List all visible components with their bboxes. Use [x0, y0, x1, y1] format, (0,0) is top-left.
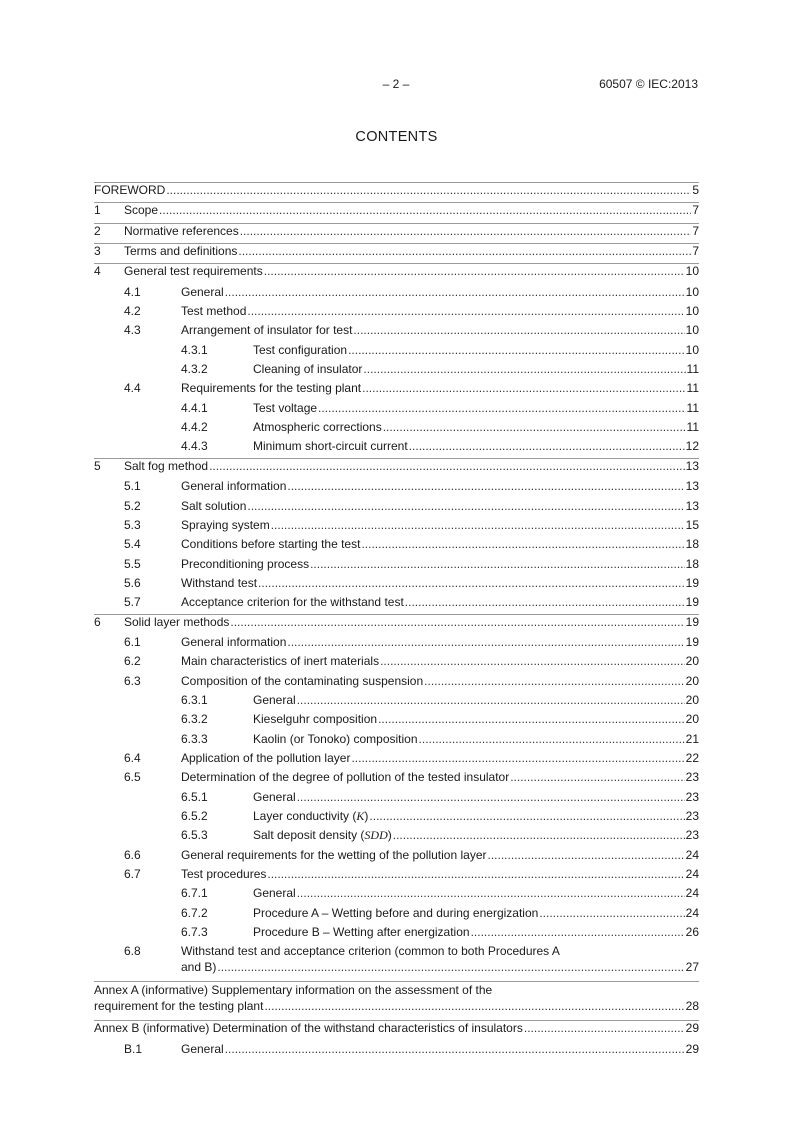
toc-entry-title: General: [253, 692, 296, 707]
toc-entry-title: Minimum short-circuit current: [253, 439, 408, 454]
dot-leader: [217, 960, 684, 975]
dot-leader: [380, 654, 685, 669]
toc-entry[interactable]: [94, 789, 699, 808]
toc-entry-number: 4.4.2: [181, 420, 208, 435]
toc-entry[interactable]: [94, 182, 699, 202]
toc-entry[interactable]: [94, 303, 699, 322]
toc-entry-number: 6.8: [124, 944, 141, 959]
toc-entry-title: Test voltage: [253, 400, 318, 415]
dot-leader: [409, 439, 685, 454]
toc-entry-number: 6.7.3: [181, 925, 208, 940]
toc-entry[interactable]: [94, 692, 699, 711]
toc-entry[interactable]: [94, 808, 699, 827]
toc-entry[interactable]: [94, 458, 699, 478]
toc-entry-title: Arrangement of insulator for test: [181, 323, 353, 338]
toc-entry-page: 15: [685, 517, 699, 532]
toc-entry-page: 10: [685, 264, 699, 279]
dot-leader: [471, 925, 685, 940]
toc-entry-title: Spraying system: [181, 517, 270, 532]
toc-entry-page: 11: [686, 400, 699, 415]
dot-leader: [348, 343, 685, 358]
toc-entry[interactable]: [94, 556, 699, 575]
toc-entry-page: 19: [685, 575, 699, 590]
toc-entry-number: 4.3.2: [181, 362, 208, 377]
dot-leader: [419, 732, 685, 747]
toc-entry[interactable]: [94, 223, 699, 243]
toc-entry-number: 4.2: [124, 304, 141, 319]
toc-entry-page: 20: [685, 654, 699, 669]
dot-leader: [166, 183, 691, 198]
toc-entry-title: FOREWORD: [94, 183, 166, 197]
toc-entry-number: 4.1: [124, 284, 141, 299]
page-header: [94, 77, 698, 93]
toc-entry-title: Procedure B – Wetting after energization: [253, 925, 470, 940]
dot-leader: [378, 712, 685, 727]
dot-leader: [510, 770, 684, 785]
dot-leader: [264, 264, 685, 279]
toc-entry-number: 6.5: [124, 770, 141, 785]
toc-entry-page: 23: [685, 789, 699, 804]
dot-leader: [247, 304, 684, 319]
toc-entry-title: Scope: [124, 203, 159, 218]
toc-entry-number: 4: [94, 264, 101, 279]
toc-entry-title: Main characteristics of inert materials: [181, 654, 380, 669]
toc-entry[interactable]: [94, 866, 699, 885]
toc-entry[interactable]: [94, 202, 699, 222]
toc-entry-number: 6.6: [124, 847, 141, 862]
toc-entry-page: 22: [685, 750, 699, 765]
dot-leader: [318, 401, 685, 416]
dot-leader: [488, 848, 685, 863]
toc-entry[interactable]: [94, 438, 699, 457]
toc-entry[interactable]: [94, 1020, 699, 1040]
toc-entry-title: Test procedures: [181, 867, 267, 882]
toc-entry-title: General: [253, 789, 296, 804]
toc-entry-number: 4.4: [124, 381, 141, 396]
toc-entry-title: Normative references: [124, 223, 239, 238]
toc-entry-page: 26: [685, 925, 699, 940]
toc-entry[interactable]: [94, 517, 699, 536]
dot-leader: [361, 537, 684, 552]
toc-entry-page: 10: [685, 342, 699, 357]
toc-entry[interactable]: [94, 322, 699, 341]
toc-entry-title: Salt fog method: [124, 458, 209, 473]
toc-entry-number: 6.1: [124, 634, 141, 649]
toc-entry-page: 19: [685, 595, 699, 610]
toc-entry-symbol: K: [356, 809, 365, 823]
dot-leader: [310, 557, 685, 572]
dot-leader: [287, 635, 684, 650]
toc-entry[interactable]: [94, 243, 699, 263]
toc-entry-page: 11: [686, 362, 699, 377]
toc-entry-page: 13: [685, 498, 699, 513]
toc-entry[interactable]: [94, 536, 699, 555]
dot-leader: [287, 479, 684, 494]
toc-entry-page: 24: [685, 847, 699, 862]
toc-entry-page: 28: [685, 999, 699, 1014]
dot-leader: [524, 1021, 685, 1036]
toc-entry-page: 23: [685, 828, 699, 843]
dot-leader: [230, 615, 684, 630]
toc-entry-page: 18: [685, 556, 699, 571]
toc-entry-title: Test configuration: [253, 342, 348, 357]
toc-entry-title: General: [253, 886, 296, 901]
document-id: 60507 © IEC:2013: [599, 77, 698, 91]
toc-entry-number: 6: [94, 614, 101, 629]
dot-leader: [405, 595, 685, 610]
toc-entry-title: Application of the pollution layer: [181, 750, 351, 765]
toc-entry-number: 1: [94, 203, 101, 218]
toc-entry-page: 5: [692, 183, 699, 197]
toc-entry-title: Acceptance criterion for the withstand test: [181, 595, 404, 610]
dot-leader: [271, 518, 685, 533]
toc-entry-number: 6.5.1: [181, 789, 208, 804]
toc-entry-title-continued: requirement for the testing plant: [94, 999, 264, 1014]
toc-entry-page: 11: [686, 420, 699, 435]
toc-entry-number: 4.3.1: [181, 342, 208, 357]
dot-leader: [267, 867, 684, 882]
toc-entry[interactable]: [94, 653, 699, 672]
toc-entry-title: Procedure A – Wetting before and during energization: [253, 905, 539, 920]
toc-entry[interactable]: [94, 575, 699, 594]
toc-entry-number: 4.3: [124, 323, 141, 338]
toc-entry[interactable]: [94, 614, 699, 634]
toc-entry[interactable]: [94, 847, 699, 866]
toc-entry-title: Annex B (informative) Determination of the withstand characteristics of insulators: [94, 1021, 523, 1036]
toc-entry-page: 27: [685, 960, 699, 975]
toc-entry-page: 7: [692, 203, 699, 218]
toc-entry-number: B.1: [124, 1041, 143, 1056]
toc-entry-number: 5.1: [124, 479, 141, 494]
toc-entry[interactable]: [94, 361, 699, 380]
toc-entry-number: 2: [94, 223, 101, 238]
toc-entry-title: Test method: [181, 304, 247, 319]
toc-entry-page: 19: [685, 634, 699, 649]
toc-entry-number: 5.3: [124, 517, 141, 532]
toc-entry[interactable]: [94, 924, 699, 943]
toc-entry-title: General information: [181, 479, 287, 494]
toc-entry-page: 7: [692, 244, 699, 259]
toc-entry-title: Composition of the contaminating suspension: [181, 673, 424, 688]
toc-entry-title: Salt solution: [181, 498, 247, 513]
toc-entry-title: Withstand test and acceptance criterion (common to both Procedures A: [181, 944, 560, 959]
dot-leader: [209, 459, 685, 474]
dot-leader: [225, 285, 685, 300]
table-of-contents: [94, 182, 699, 1060]
toc-entry[interactable]: [94, 885, 699, 904]
toc-entry-page: 11: [686, 381, 699, 396]
toc-entry-title: General: [181, 1041, 224, 1056]
toc-entry-title: Terms and definitions: [124, 244, 238, 259]
toc-entry[interactable]: [94, 981, 699, 1020]
toc-entry[interactable]: [94, 943, 699, 981]
toc-entry[interactable]: [94, 419, 699, 438]
dot-leader: [363, 362, 685, 377]
toc-entry-number: 6.7.2: [181, 905, 208, 920]
toc-entry-title: General test requirements: [124, 264, 263, 279]
toc-entry[interactable]: [94, 594, 699, 613]
toc-entry-number: 5.7: [124, 595, 141, 610]
dot-leader: [264, 999, 684, 1014]
toc-entry-page: 10: [685, 323, 699, 338]
toc-entry-number: 6.7: [124, 867, 141, 882]
toc-entry-number: 6.7.1: [181, 886, 208, 901]
toc-entry[interactable]: [94, 342, 699, 361]
toc-entry-number: 5.2: [124, 498, 141, 513]
toc-entry-title: Kaolin (or Tonoko) composition: [253, 731, 418, 746]
toc-entry[interactable]: [94, 634, 699, 653]
dot-leader: [383, 420, 686, 435]
toc-entry-title: Determination of the degree of pollution of the tested insulator: [181, 770, 510, 785]
dot-leader: [353, 323, 684, 338]
dot-leader: [159, 203, 691, 218]
dot-leader: [297, 693, 685, 708]
toc-entry[interactable]: [94, 284, 699, 303]
toc-entry[interactable]: [94, 1041, 699, 1060]
dot-leader: [247, 499, 684, 514]
toc-entry[interactable]: [94, 731, 699, 750]
toc-entry-page: 24: [685, 905, 699, 920]
toc-entry-page: 29: [685, 1041, 699, 1056]
dot-leader: [362, 381, 685, 396]
dot-leader: [225, 1042, 685, 1057]
toc-entry-number: 6.5.2: [181, 809, 208, 823]
toc-entry-title: Cleaning of insulator: [253, 362, 363, 377]
toc-entry-title: Requirements for the testing plant: [181, 381, 362, 396]
toc-entry-page: 19: [685, 614, 699, 629]
toc-entry-page: 24: [685, 886, 699, 901]
page-number: – 2 –: [382, 77, 410, 91]
toc-entry-page: 29: [685, 1021, 699, 1036]
dot-leader: [369, 809, 684, 824]
toc-entry-page: 10: [685, 284, 699, 299]
toc-entry-number: 5.5: [124, 556, 141, 571]
toc-entry-page: 23: [685, 770, 699, 785]
toc-entry-number: 3: [94, 244, 101, 259]
contents-title: CONTENTS: [355, 129, 438, 145]
toc-entry-page: 20: [685, 692, 699, 707]
dot-leader: [393, 828, 685, 843]
dot-leader: [258, 576, 685, 591]
toc-entry-page: 20: [685, 712, 699, 727]
toc-entry-title: General information: [181, 634, 287, 649]
toc-entry-title: General: [181, 284, 224, 299]
toc-entry[interactable]: [94, 905, 699, 924]
toc-entry-number: 5.6: [124, 575, 141, 590]
toc-entry-title: Conditions before starting the test: [181, 537, 361, 552]
toc-entry-title: Preconditioning process: [181, 556, 310, 571]
toc-entry-number: 6.3.2: [181, 712, 208, 727]
toc-entry[interactable]: [94, 400, 699, 419]
toc-entry-title: General requirements for the wetting of the pollution layer: [181, 847, 487, 862]
toc-entry-title: Kieselguhr composition: [253, 712, 378, 727]
toc-entry-title: Layer conductivity (K): [253, 809, 369, 823]
toc-entry-number: 6.2: [124, 654, 141, 669]
toc-entry[interactable]: [94, 478, 699, 497]
toc-entry-number: 5.4: [124, 537, 141, 552]
toc-entry-number: 6.4: [124, 750, 141, 765]
toc-entry-number: 6.3.1: [181, 692, 208, 707]
toc-entry-number: 4.4.1: [181, 400, 208, 415]
toc-entry-number: 6.3: [124, 673, 141, 688]
toc-entry[interactable]: [94, 750, 699, 769]
toc-entry-page: 13: [685, 479, 699, 494]
toc-entry-page: 23: [685, 809, 699, 823]
toc-entry-title: Annex A (informative) Supplementary information on the assessment of the: [94, 983, 493, 998]
toc-entry-title: Solid layer methods: [124, 614, 230, 629]
toc-entry-page: 12: [685, 439, 699, 454]
dot-leader: [539, 906, 684, 921]
toc-entry-title: Withstand test: [181, 575, 258, 590]
toc-entry[interactable]: [94, 380, 699, 399]
toc-entry-title: Salt deposit density (SDD): [253, 828, 392, 843]
toc-entry-page: 24: [685, 867, 699, 882]
toc-entry-number: 6.5.3: [181, 828, 208, 843]
toc-entry-title: Atmospheric corrections: [253, 420, 382, 435]
toc-entry[interactable]: [94, 673, 699, 692]
toc-entry[interactable]: [94, 827, 699, 846]
toc-entry-page: 18: [685, 537, 699, 552]
toc-entry-number: 6.3.3: [181, 731, 208, 746]
toc-entry-page: 10: [685, 304, 699, 319]
toc-entry-number: 5: [94, 458, 101, 473]
toc-entry[interactable]: [94, 498, 699, 517]
toc-entry-page: 13: [685, 458, 699, 473]
toc-entry-symbol: SDD: [364, 828, 388, 843]
dot-leader: [424, 674, 684, 689]
dot-leader: [240, 224, 692, 239]
dot-leader: [297, 886, 685, 901]
toc-entry-page: 21: [685, 731, 699, 746]
toc-entry-page: 20: [685, 673, 699, 688]
toc-entry-page: 7: [692, 223, 699, 238]
toc-entry[interactable]: [94, 711, 699, 730]
dot-leader: [351, 751, 684, 766]
toc-entry[interactable]: [94, 263, 699, 283]
dot-leader: [238, 244, 691, 259]
toc-entry-title-continued: and B): [181, 960, 217, 975]
dot-leader: [297, 790, 685, 805]
toc-entry-number: 4.4.3: [181, 439, 208, 454]
toc-entry[interactable]: [94, 769, 699, 788]
